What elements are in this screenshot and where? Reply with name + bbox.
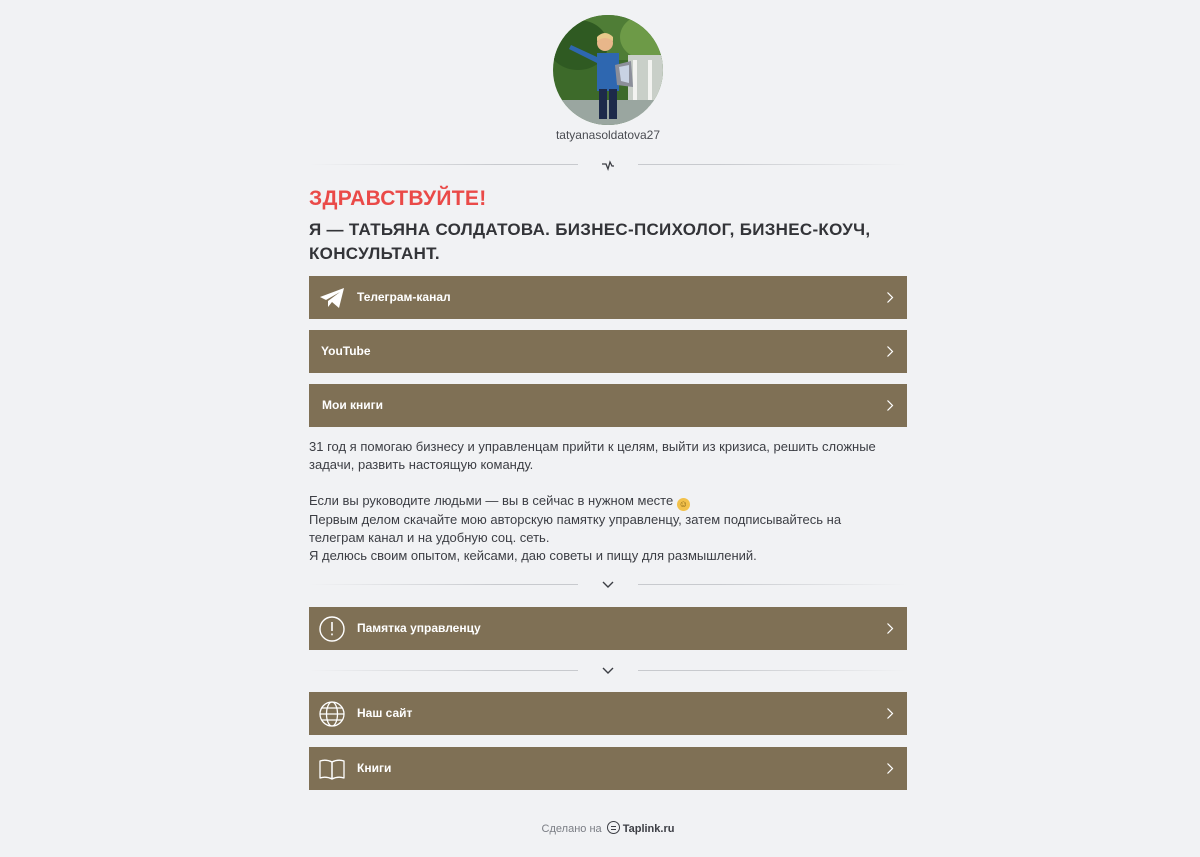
footer[interactable] [500,821,716,835]
chevron-down-icon [600,664,616,678]
divider [309,664,907,678]
footer-brand-link[interactable]: Taplink.ru [622,823,675,835]
description-paragraph: Я делюсь своим опытом, кейсами, даю советы и пищу для размышлений. [309,548,757,563]
greeting-title: ЗДРАВСТВУЙТЕ! [309,187,487,210]
site-button[interactable] [309,692,907,735]
my-books-button[interactable] [309,384,907,427]
telegram-label: Телеграм-канал [357,290,451,304]
footer-made-on: Сделано на [541,823,602,835]
chevron-right-icon [886,291,894,304]
chevron-down-icon [600,578,616,592]
chevron-right-icon [886,345,894,358]
description-paragraph: 31 год я помогаю бизнесу и управленцам прийти к целям, выйти из кризиса, решить сложные задачи, развить настоящую команду. [309,439,876,472]
youtube-label: YouTube [321,344,371,358]
avatar-photo [553,15,663,125]
description [309,438,899,565]
taplink-logo-icon [607,821,620,834]
pulse-icon [600,158,616,172]
chevron-right-icon [886,762,894,775]
books-label: Книги [357,761,392,775]
book-icon [318,755,346,783]
smile-emoji-icon: ☺ [678,499,688,509]
telegram-button[interactable] [309,276,907,319]
exclamation-icon [318,615,346,643]
youtube-button[interactable] [309,330,907,373]
site-label: Наш сайт [357,706,413,720]
chevron-right-icon [886,622,894,635]
books-button[interactable] [309,747,907,790]
divider [309,578,907,592]
memo-label: Памятка управленцу [357,621,481,635]
description-paragraph: Если вы руководите людьми — вы в сейчас в нужном месте ☺ [309,493,688,509]
intro-title: Я — ТАТЬЯНА СОЛДАТОВА. БИЗНЕС-ПСИХОЛОГ, БИЗНЕС-КОУЧ, КОНСУЛЬТАНТ. [309,220,871,263]
username: tatyanasoldatova27 [555,128,661,142]
globe-icon [318,700,346,728]
description-paragraph: Первым делом скачайте мою авторскую памятку управленцу, затем подписывайтесь на телеграм канал и на удобную соц. сеть. [309,512,842,545]
divider [309,158,907,172]
memo-button[interactable] [309,607,907,650]
chevron-right-icon [886,707,894,720]
avatar[interactable] [553,15,663,125]
chevron-right-icon [886,399,894,412]
telegram-icon [318,284,346,312]
my-books-label: Мои книги [322,398,384,412]
